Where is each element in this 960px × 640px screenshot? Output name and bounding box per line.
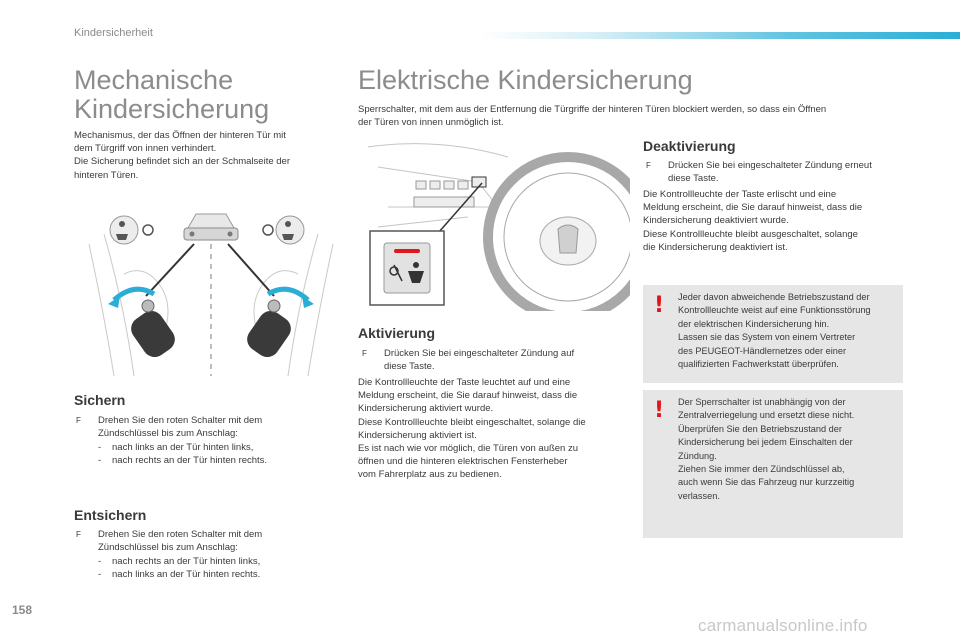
deaktivierung-line: Kindersicherung deaktiviert wurde. — [643, 215, 789, 227]
warning-box-independent — [643, 390, 903, 538]
warning-line: des PEUGEOT-Händlernetzes oder einer — [678, 345, 847, 356]
deaktivierung-heading: Deaktivierung — [643, 138, 736, 154]
warning-line: der elektrischen Kindersicherung hin. — [678, 318, 830, 329]
deaktivierung-line: Die Kontrollleuchte der Taste erlischt und eine — [643, 189, 837, 200]
car-front-icon — [184, 214, 238, 240]
warning-line: auch wenn Sie das Fahrzeug nur kurzzeitig — [678, 477, 855, 488]
aktivierung-text — [358, 376, 628, 482]
key-right-icon — [242, 300, 295, 362]
warning-line: Jeder davon abweichende Betriebszustand der — [678, 292, 870, 302]
deaktivierung-bullet-line: Drücken Sie bei eingeschalteter Zündung erneut — [668, 160, 872, 171]
aktivierung-bullet — [362, 347, 622, 373]
warning-line: Überprüfen Sie den Betriebszustand der — [678, 423, 842, 434]
left-intro-line: Die Sicherung befindet sich an der Schmalseite der — [74, 156, 290, 168]
sichern-heading: Sichern — [74, 392, 126, 408]
bullet-marker: F — [76, 416, 81, 425]
aktivierung-line: öffnen und die hinteren elektrischen Fensterheber — [358, 456, 568, 468]
sub-dash: - — [98, 556, 102, 567]
entsichern-sub-item: nach links an der Tür hinten rechts. — [112, 569, 261, 581]
sichern-sub-list — [98, 441, 267, 467]
aktivierung-line: Es ist nach wie vor möglich, die Türen von außen zu — [358, 443, 579, 455]
left-intro-line: dem Türgriff von innen verhindert. — [74, 143, 217, 155]
warning-line: qualifizierten Fachwerkstatt überprüfen. — [678, 359, 839, 370]
left-title-line2: Kindersicherung — [74, 94, 270, 124]
pointer-line-right — [228, 244, 274, 296]
aktivierung-line: vom Fahrerplatz aus zu bedienen. — [358, 469, 502, 481]
pointer-line-left — [146, 244, 194, 296]
aktivierung-bullet-line: diese Taste. — [384, 361, 435, 373]
sichern-bullet-line: Zündschlüssel bis zum Anschlag: — [98, 428, 238, 440]
aktivierung-bullet-line: Drücken Sie bei eingeschalteter Zündung auf — [384, 348, 575, 359]
warning-exclamation-icon: ! — [654, 293, 665, 318]
aktivierung-line: Meldung erscheint, die Sie darauf hinweist, dass die — [358, 390, 578, 402]
sub-dash: - — [98, 455, 102, 467]
deaktivierung-bullet — [646, 159, 908, 185]
warning-box-malfunction — [643, 285, 903, 383]
bullet-marker: F — [362, 349, 367, 358]
key-left-icon — [126, 300, 179, 362]
dashboard-illustration — [358, 137, 630, 311]
mechanical-lock-illustration — [84, 204, 338, 376]
deaktivierung-line: Diese Kontrollleuchte bleibt ausgeschaltet, solange — [643, 228, 858, 240]
warning-line: Kindersicherung bei jedem Einschalten der — [678, 437, 853, 448]
console-buttons — [414, 177, 486, 207]
right-intro — [358, 103, 918, 129]
warning-line: Der Sperrschalter ist unabhängig von der — [678, 397, 846, 407]
deaktivierung-line: die Kindersicherung deaktiviert ist. — [643, 241, 788, 253]
entsichern-heading: Entsichern — [74, 507, 147, 523]
aktivierung-heading: Aktivierung — [358, 325, 436, 341]
entsichern-sub-item: nach rechts an der Tür hinten links, — [112, 556, 261, 567]
deaktivierung-text — [643, 188, 913, 254]
warning-line: Zentralverriegelung und ersetzt diese nicht. — [678, 410, 855, 421]
entsichern-bullet — [76, 528, 336, 554]
steering-wheel-icon — [488, 157, 630, 311]
left-intro — [74, 129, 344, 182]
sichern-sub-item: nach rechts an der Tür hinten rechts. — [112, 455, 268, 467]
warning-exclamation-icon: ! — [654, 398, 665, 423]
child-lock-left-icon — [110, 216, 153, 244]
aktivierung-line: Kindersicherung aktiviert wurde. — [358, 403, 494, 415]
warning-line: Kontrollleuchte weist auf eine Funktionsstörung — [678, 305, 871, 316]
left-intro-line: hinteren Türen. — [74, 169, 139, 181]
warning-line: Zündung. — [678, 450, 717, 461]
entsichern-bullet-line: Drehen Sie den roten Schalter mit dem — [98, 529, 263, 540]
watermark: carmanualsonline.info — [698, 616, 868, 635]
aktivierung-line: Kindersicherung aktiviert ist. — [358, 429, 477, 441]
bullet-marker: F — [646, 161, 651, 170]
entsichern-bullet-line: Zündschlüssel bis zum Anschlag: — [98, 542, 238, 554]
aktivierung-line: Die Kontrollleuchte der Taste leuchtet auf und eine — [358, 377, 571, 388]
right-title: Elektrische Kindersicherung — [358, 65, 693, 95]
warning-text — [678, 291, 897, 371]
sichern-sub-item: nach links an der Tür hinten links, — [112, 442, 254, 453]
warning-line: Ziehen Sie immer den Zündschlüssel ab, — [678, 464, 845, 475]
warning-line: Lassen sie das System von einem Vertreter — [678, 332, 856, 343]
right-intro-line: der Türen von innen unmöglich ist. — [358, 117, 504, 129]
left-title — [74, 66, 269, 124]
warning-text — [678, 396, 897, 503]
entsichern-sub-list — [98, 555, 260, 581]
child-lock-switch-button — [370, 231, 444, 305]
right-intro-line: Sperrschalter, mit dem aus der Entfernung die Türgriffe der hinteren Türen blockiert werden, so dass ein Öffnen — [358, 104, 827, 115]
bullet-marker: F — [76, 530, 81, 539]
sichern-bullet-line: Drehen Sie den roten Schalter mit dem — [98, 415, 263, 426]
sub-dash: - — [98, 442, 102, 453]
sub-dash: - — [98, 569, 102, 581]
left-intro-line: Mechanismus, der das Öffnen der hinteren Tür mit — [74, 130, 286, 141]
sichern-bullet — [76, 414, 336, 440]
left-title-line1: Mechanische — [74, 65, 234, 95]
aktivierung-line: Diese Kontrollleuchte bleibt eingeschaltet, solange die — [358, 416, 586, 428]
deaktivierung-bullet-line: diese Taste. — [668, 173, 719, 185]
section-header: Kindersicherheit — [74, 27, 153, 39]
page-number: 158 — [12, 603, 33, 617]
header-gradient-bar — [480, 32, 960, 39]
warning-line: verlassen. — [678, 490, 720, 501]
child-unlock-right-icon — [263, 216, 304, 244]
deaktivierung-line: Meldung erscheint, die Sie darauf hinweist, dass die — [643, 202, 863, 214]
